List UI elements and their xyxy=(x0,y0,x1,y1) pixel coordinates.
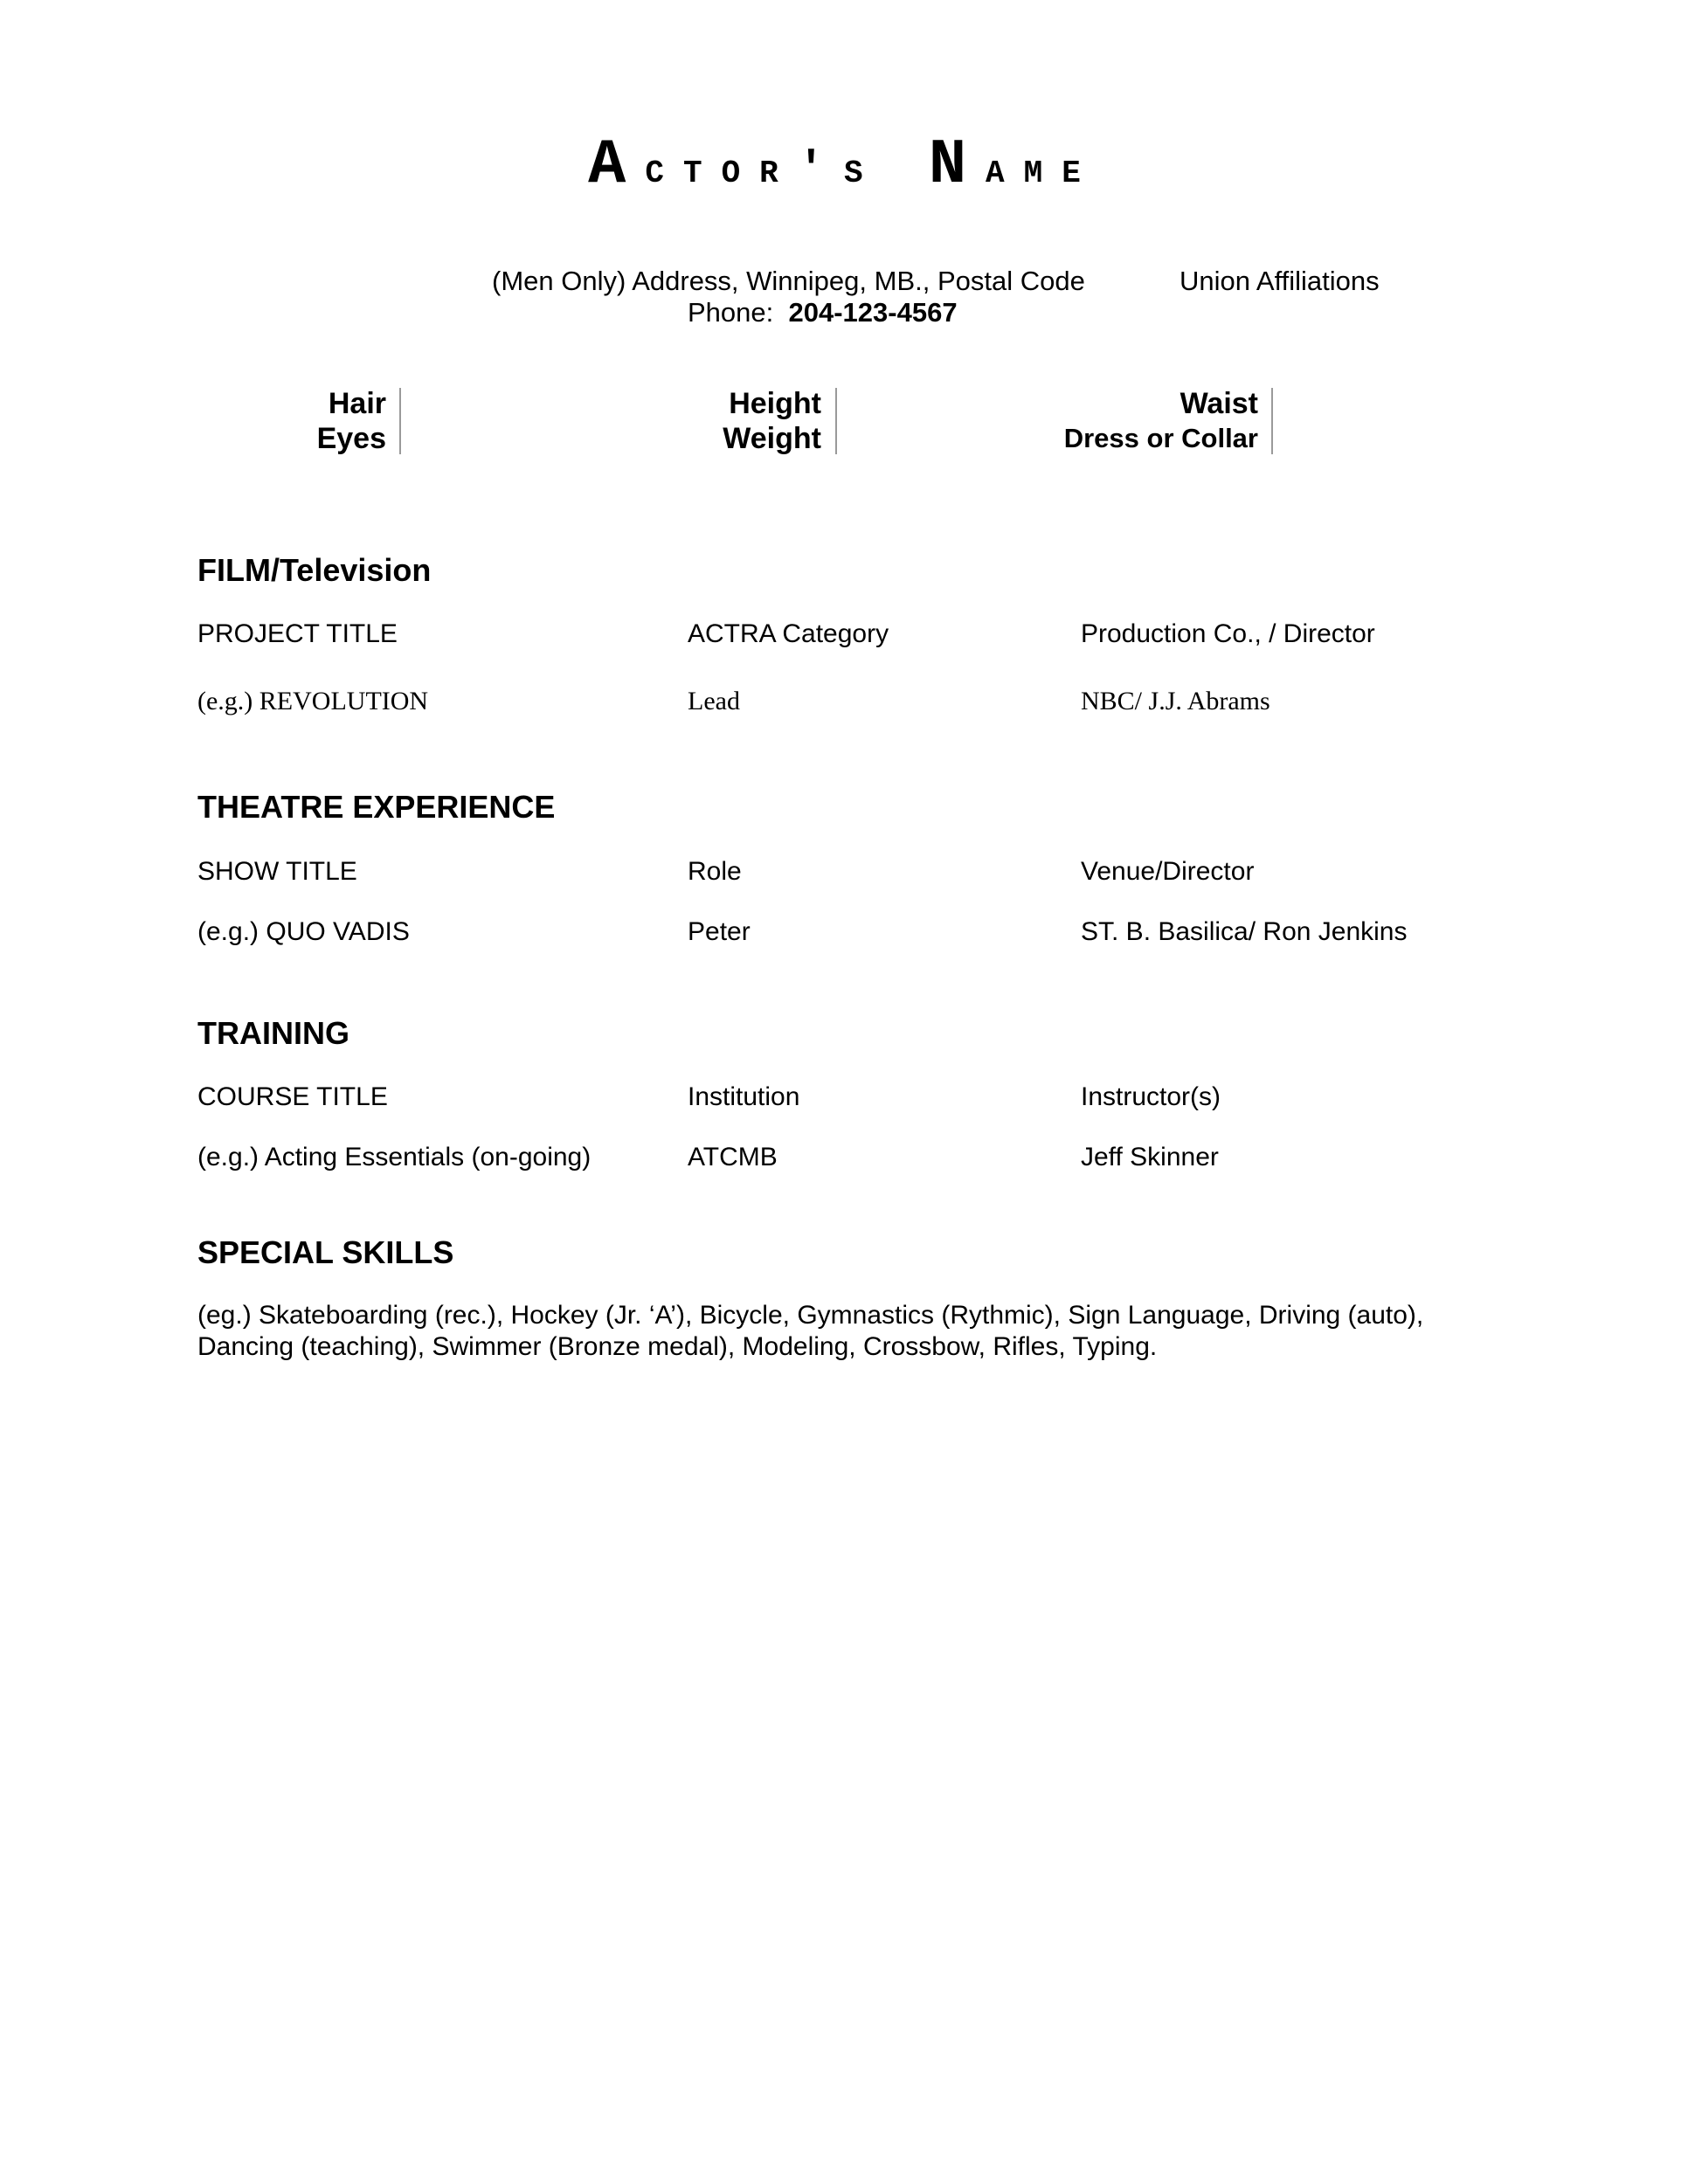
name-initial-first: A xyxy=(588,129,646,201)
stat-hair-eyes xyxy=(317,386,386,456)
table-cell: ST. B. Basilica/ Ron Jenkins xyxy=(1081,917,1408,946)
stat-divider xyxy=(835,388,837,454)
column-header: Role xyxy=(688,857,742,886)
section-heading-film: FILM/Television xyxy=(197,552,432,588)
phone-line xyxy=(688,297,958,328)
stat-height: Height xyxy=(729,387,821,420)
column-header: ACTRA Category xyxy=(688,619,889,648)
stat-waist-dress xyxy=(1064,386,1258,456)
name-first-rest: ctor's xyxy=(645,144,882,196)
column-header: SHOW TITLE xyxy=(197,857,357,886)
table-cell: Peter xyxy=(688,917,751,946)
stat-hair: Hair xyxy=(328,387,386,420)
table-cell: ATCMB xyxy=(688,1143,778,1171)
phone-label: Phone: xyxy=(688,297,774,328)
actor-name-title xyxy=(0,129,1688,201)
stat-weight: Weight xyxy=(723,422,821,455)
union-affiliations: Union Affiliations xyxy=(1180,266,1380,296)
column-header: Instructor(s) xyxy=(1081,1082,1221,1111)
table-cell: (e.g.) REVOLUTION xyxy=(197,687,429,715)
section-heading-skills: SPECIAL SKILLS xyxy=(197,1234,454,1270)
table-cell: Jeff Skinner xyxy=(1081,1143,1219,1171)
stat-dress-collar: Dress or Collar xyxy=(1063,423,1258,453)
address-line: (Men Only) Address, Winnipeg, MB., Postal Code xyxy=(492,266,1085,296)
name-last-rest: ame xyxy=(986,144,1100,196)
section-heading-training: TRAINING xyxy=(197,1015,349,1051)
table-cell: NBC/ J.J. Abrams xyxy=(1081,687,1270,715)
name-initial-last: N xyxy=(928,129,986,201)
skills-text: (eg.) Skateboarding (rec.), Hockey (Jr. ‘A’), Bicycle, Gymnastics (Rythmic), Sign Language, Driving (auto), Dancing (teaching), Swimmer (Bronze medal), Modeling, Crossbow, Rifles, Typing. xyxy=(197,1301,1424,1361)
stat-eyes: Eyes xyxy=(316,422,386,455)
stat-height-weight xyxy=(723,386,821,456)
phone-value: 204-123-4567 xyxy=(788,297,958,328)
column-header: Production Co., / Director xyxy=(1081,619,1375,648)
column-header: Institution xyxy=(688,1082,800,1111)
stat-divider xyxy=(1271,388,1273,454)
column-header: COURSE TITLE xyxy=(197,1082,388,1111)
table-cell: (e.g.) Acting Essentials (on-going) xyxy=(197,1143,591,1171)
table-cell: Lead xyxy=(688,687,740,715)
table-cell: (e.g.) QUO VADIS xyxy=(197,917,410,946)
stat-waist: Waist xyxy=(1180,387,1258,420)
column-header: PROJECT TITLE xyxy=(197,619,398,648)
column-header: Venue/Director xyxy=(1081,857,1255,886)
stat-divider xyxy=(399,388,401,454)
section-heading-theatre: THEATRE EXPERIENCE xyxy=(197,789,556,825)
